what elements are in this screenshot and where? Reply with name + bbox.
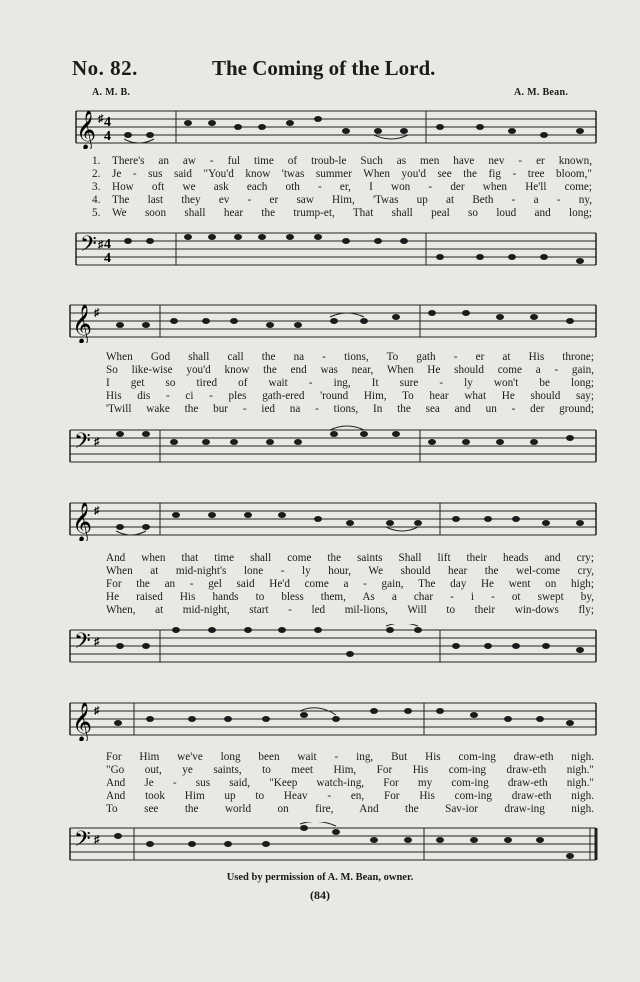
- treble-staff-2: [0, 299, 640, 343]
- treble-clef-icon: 𝄞: [72, 702, 93, 741]
- verse-4-line-3: He raised His hands to bless them, As a char - i - ot swept by,: [106, 591, 594, 603]
- verse-5-line-3: When, at mid-night, start - led mil-lions, Will to their win-dows fly;: [106, 604, 594, 616]
- verse-3-line-4: And Je - sus said, "Keep watch-ing, For my com-ing draw-eth nigh.": [106, 777, 594, 789]
- bass-clef-icon: 𝄢: [74, 429, 91, 459]
- key-sharp-icon: ♯: [94, 505, 100, 517]
- svg-text:4: 4: [104, 115, 111, 130]
- bass-clef-icon: 𝄢: [74, 827, 91, 857]
- key-sharp-icon: ♯: [94, 307, 100, 319]
- svg-text:4: 4: [104, 237, 111, 252]
- treble-staff-1: [0, 105, 640, 149]
- verse-3-line-2: I get so tired of wait - ing, It sure - ly won't be long;: [106, 377, 594, 389]
- key-sharp-icon: ♯: [98, 239, 104, 251]
- verse-4-line-4: And took Him up to Heav - en, For His com-ing draw-eth nigh.: [106, 790, 594, 802]
- bass-staff-1: [0, 227, 640, 271]
- verse-2-line-4: "Go out, ye saints, to meet Him, For His com-ing draw-eth nigh.": [106, 764, 594, 776]
- verse-5-line-1: 5. We soon shall hear the trump-et, That shall peal so loud and long;: [92, 207, 592, 219]
- svg-text:4: 4: [104, 251, 111, 266]
- bass-staff-3: [0, 624, 640, 668]
- svg-text:4: 4: [104, 129, 111, 144]
- bass-staff-4: [0, 822, 640, 866]
- key-sharp-icon: ♯: [94, 834, 100, 846]
- verse-5-line-2: 'Twill wake the bur - ied na - tions, In the sea and un - der ground;: [106, 403, 594, 415]
- page-number: (84): [310, 888, 330, 902]
- treble-clef-icon: 𝄞: [72, 304, 93, 343]
- bass-clef-icon: 𝄢: [80, 232, 97, 262]
- system-2-lyrics: [106, 351, 594, 416]
- key-sharp-icon: ♯: [94, 705, 100, 717]
- key-sharp-icon: ♯: [98, 113, 104, 125]
- system-4-lyrics: [106, 751, 594, 816]
- verse-1-line-2: When God shall call the na - tions, To gath - er at His throne;: [106, 351, 594, 363]
- treble-clef-icon: 𝄞: [72, 502, 93, 541]
- verse-4-line-1: 4. The last they ev - er saw Him, 'Twas up at Beth - a - ny,: [92, 194, 592, 206]
- verse-1-line-3: And when that time shall come the saints Shall lift their heads and cry;: [106, 552, 594, 564]
- verse-2-line-3: When at mid-night's lone - ly hour, We should hear the wel-come cry,: [106, 565, 594, 577]
- key-sharp-icon: ♯: [94, 636, 100, 648]
- hymn-title: The Coming of the Lord.: [212, 56, 436, 80]
- verse-1-line-1: 1. There's an aw - ful time of troub-le Such as men have nev - er known,: [92, 155, 592, 167]
- treble-staff-4: [0, 697, 640, 741]
- verse-2-line-1: 2. Je - sus said "You'd know 'twas summer When you'd see the fig - tree bloom,": [92, 168, 592, 180]
- music-credit: A. M. Bean.: [514, 87, 569, 98]
- treble-staff-3: [0, 497, 640, 541]
- bass-staff-2: [0, 424, 640, 468]
- verse-3-line-3: For the an - gel said He'd come a - gain, The day He went on high;: [106, 578, 594, 590]
- system-3-lyrics: [106, 552, 594, 617]
- verse-1-line-4: For Him we've long been wait - ing, But His com-ing draw-eth nigh.: [106, 751, 594, 763]
- verse-2-line-2: So like-wise you'd know the end was near, When He should come a - gain,: [106, 364, 594, 376]
- bass-clef-icon: 𝄢: [74, 629, 91, 659]
- verse-4-line-2: His dis - ci - ples gath-ered 'round Him, To hear what He should say;: [106, 390, 594, 402]
- hymn-number: No. 82.: [72, 56, 138, 80]
- verse-5-line-4: To see the world on fire, And the Sav-ior draw-ing nigh.: [106, 803, 594, 815]
- verse-3-line-1: 3. How oft we ask each oth - er, I won - der when He'll come;: [92, 181, 592, 193]
- key-sharp-icon: ♯: [94, 436, 100, 448]
- treble-clef-icon: 𝄞: [76, 110, 97, 149]
- system-1-lyrics: [92, 155, 592, 220]
- permission-note: Used by permission of A. M. Bean, owner.: [226, 872, 414, 883]
- words-credit: A. M. B.: [92, 87, 131, 98]
